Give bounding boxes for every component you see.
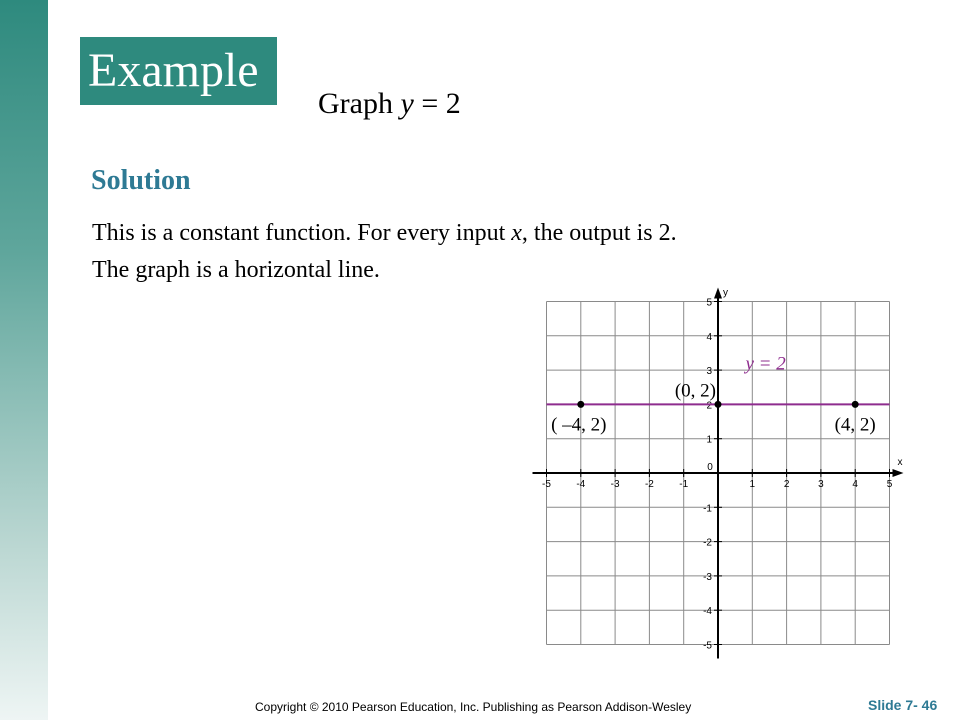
x-tick-label: -1 (679, 479, 689, 490)
x-tick-label: 1 (749, 479, 756, 490)
y-tick-label: -1 (703, 503, 712, 515)
y-tick-label: -3 (703, 571, 712, 583)
footer-copyright: Copyright © 2010 Pearson Education, Inc. Publishing as Pearson Addison-Wesley (255, 700, 692, 714)
data-point-label: (0, 2) (674, 380, 716, 402)
y-tick-label: 1 (706, 434, 712, 446)
data-point (852, 401, 859, 408)
problem-var: y (400, 87, 414, 120)
x-tick-label: 0 (707, 462, 713, 473)
data-point-label: ( –4, 2) (551, 414, 607, 436)
data-point-label: (4, 2) (834, 414, 876, 436)
body-line-1-a: This is a constant function. For every input (92, 220, 512, 246)
solution-heading: Solution (91, 165, 191, 196)
x-tick-label: 2 (783, 479, 790, 490)
body-line-1-var: x (511, 220, 522, 246)
coordinate-graph (520, 284, 920, 664)
x-tick-label: 3 (818, 479, 824, 490)
y-axis-arrow (714, 288, 722, 299)
data-point (577, 401, 584, 408)
body-line-1 (92, 218, 677, 248)
x-axis-arrow (893, 469, 904, 477)
x-tick-label: -5 (542, 479, 551, 490)
y-tick-label: -2 (703, 537, 712, 549)
x-axis-label: x (897, 457, 903, 468)
y-tick-label: 5 (706, 297, 712, 309)
function-line-label: y = 2 (745, 353, 786, 375)
body-line-2: The graph is a horizontal line. (92, 257, 380, 283)
problem-prefix: Graph (318, 87, 401, 120)
slide-title: Example (88, 44, 259, 97)
problem-statement (318, 84, 461, 124)
data-point (715, 401, 722, 408)
x-tick-label: 4 (852, 479, 858, 490)
footer-slide-number: Slide 7- 46 (868, 697, 938, 713)
y-axis-label: y (723, 287, 728, 299)
y-tick-label: 3 (706, 366, 712, 378)
x-tick-label: 5 (886, 479, 893, 490)
sidebar-gradient (0, 0, 48, 720)
x-tick-label: -4 (576, 479, 586, 490)
body-line-1-b: , the output is 2. (521, 220, 677, 246)
y-tick-label: -5 (703, 640, 712, 652)
y-tick-label: 4 (706, 331, 712, 343)
x-tick-label: -2 (644, 479, 654, 490)
problem-suffix: = 2 (413, 87, 461, 120)
x-tick-label: -3 (610, 479, 620, 490)
y-tick-label: 2 (706, 400, 712, 412)
y-tick-label: -4 (703, 606, 712, 618)
